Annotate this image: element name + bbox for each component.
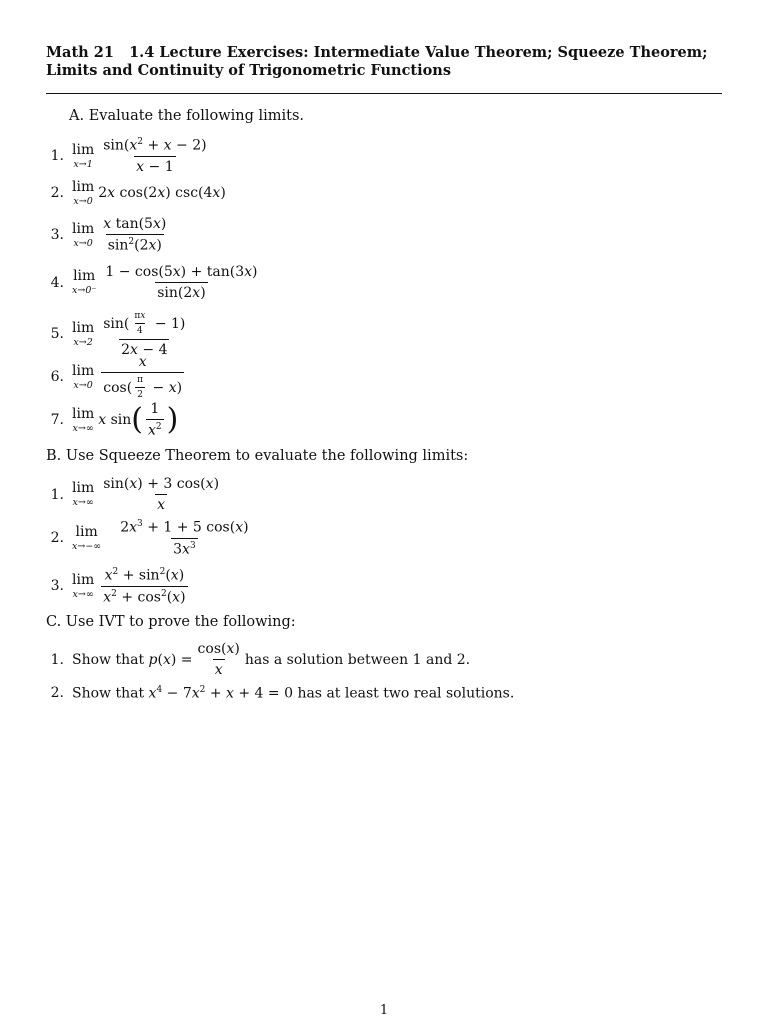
section-a-heading: A. Evaluate the following limits. (69, 108, 305, 124)
fraction: $\frac{1 - \cos(5x) + \tan(3x)}{\sin(2x)}$ (105, 264, 258, 302)
fraction: $\frac{\sin(x) + 3 \cos(x)}{x}$ (103, 476, 220, 514)
fraction: $\frac{\text{x tan(5x)}}{\sin^2(2x)}$ (103, 216, 167, 254)
fraction: $\frac{\cos(x)}{x}$ (197, 641, 240, 679)
fraction: $\frac{x^2 + \sin^2(x)}{x^2 + \cos^2(x)}$ (103, 567, 186, 606)
limit-operator: lim x→−∞ (72, 524, 102, 552)
a-item-2: 2. lim x→0 2x cos(2x) csc(4x) (50, 179, 226, 207)
document-header (46, 44, 722, 80)
fraction: $\frac{\sin(x^2 + x - 2)}{x - 1}$ (103, 137, 207, 175)
header-divider (46, 93, 722, 94)
a-item-4: 4. lim x→0⁻ $\frac{1 - \cos(5x) + \tan(3x)}{\sin(2x)}$ (50, 264, 258, 302)
b-item-1: 1. lim x→∞ $\frac{\sin(x) + 3 \cos(x)}{x}$ (50, 476, 220, 514)
a-item-1: 1. lim x→1 $\frac{\sin(x^2 + x - 2)}{x - 1}$ (50, 137, 207, 175)
a-item-5: 5. lim x→2 sin( $\frac{\pi x}{4}$ − 1) 2x − 4 (50, 311, 186, 358)
limit-operator: lim x→∞ (72, 572, 95, 600)
page-number: 1 (379, 1003, 389, 1018)
a-item-6: 6. lim x→0 x cos( $\frac{\pi}{2}$ − x) (50, 354, 183, 401)
fraction: sin( $\frac{\pi x}{4}$ − 1) 2x − 4 (103, 311, 186, 358)
b-item-2: 2. lim x→−∞ $\frac{2x^3 + 1 + 5 \cos(x)}{3x^3}$ (50, 519, 249, 558)
section-b-heading: B. Use Squeeze Theorem to evaluate the following limits: (46, 448, 469, 464)
fraction: $\frac{2x^3 + 1 + 5 \cos(x)}{3x^3}$ (120, 519, 249, 558)
limit-operator: lim x→0 (72, 179, 95, 207)
expression: 2x cos(2x) csc(4x) (98, 185, 226, 202)
course-name: Math 21 (46, 44, 114, 61)
a-item-7: 7. lim x→∞ x sin ( $\frac{1}{x^2}$ ) (50, 401, 179, 439)
limit-operator: lim x→1 (72, 141, 95, 170)
expression: x sin (98, 411, 132, 428)
a-item-3: 3. lim x→0 $\frac{\text{x tan(5x)}}{\sin^2(2x)}$ (50, 216, 167, 254)
limit-operator: lim x→2 (72, 320, 95, 349)
fraction: $\frac{1}{x^2}$ (148, 401, 162, 439)
limit-operator: lim x→0 (72, 363, 95, 392)
c-item-2: 2. Show that $x^4 - 7x^2 + x + 4 = 0$ has at least two real solutions. (50, 685, 515, 702)
limit-operator: lim x→∞ (72, 480, 95, 509)
fraction: x cos( $\frac{\pi}{2}$ − x) (103, 354, 183, 401)
limit-operator: lim x→0⁻ (72, 268, 97, 297)
limit-operator: lim x→0 (72, 220, 95, 249)
section-c-heading: C. Use IVT to prove the following: (46, 614, 296, 630)
document-title: 1.4 Lecture Exercises: Intermediate Value Theorem; Squeeze Theorem; Limits and Continuity of Trigonometric Functions (46, 44, 708, 79)
b-item-3: 3. lim x→∞ $\frac{x^2 + \sin^2(x)}{x^2 + \cos^2(x)}$ (50, 567, 186, 606)
limit-operator: lim x→∞ (72, 405, 95, 434)
c-item-1: 1. Show that p(x) = $\frac{\cos(x)}{x}$ has a solution between 1 and 2. (50, 641, 471, 679)
